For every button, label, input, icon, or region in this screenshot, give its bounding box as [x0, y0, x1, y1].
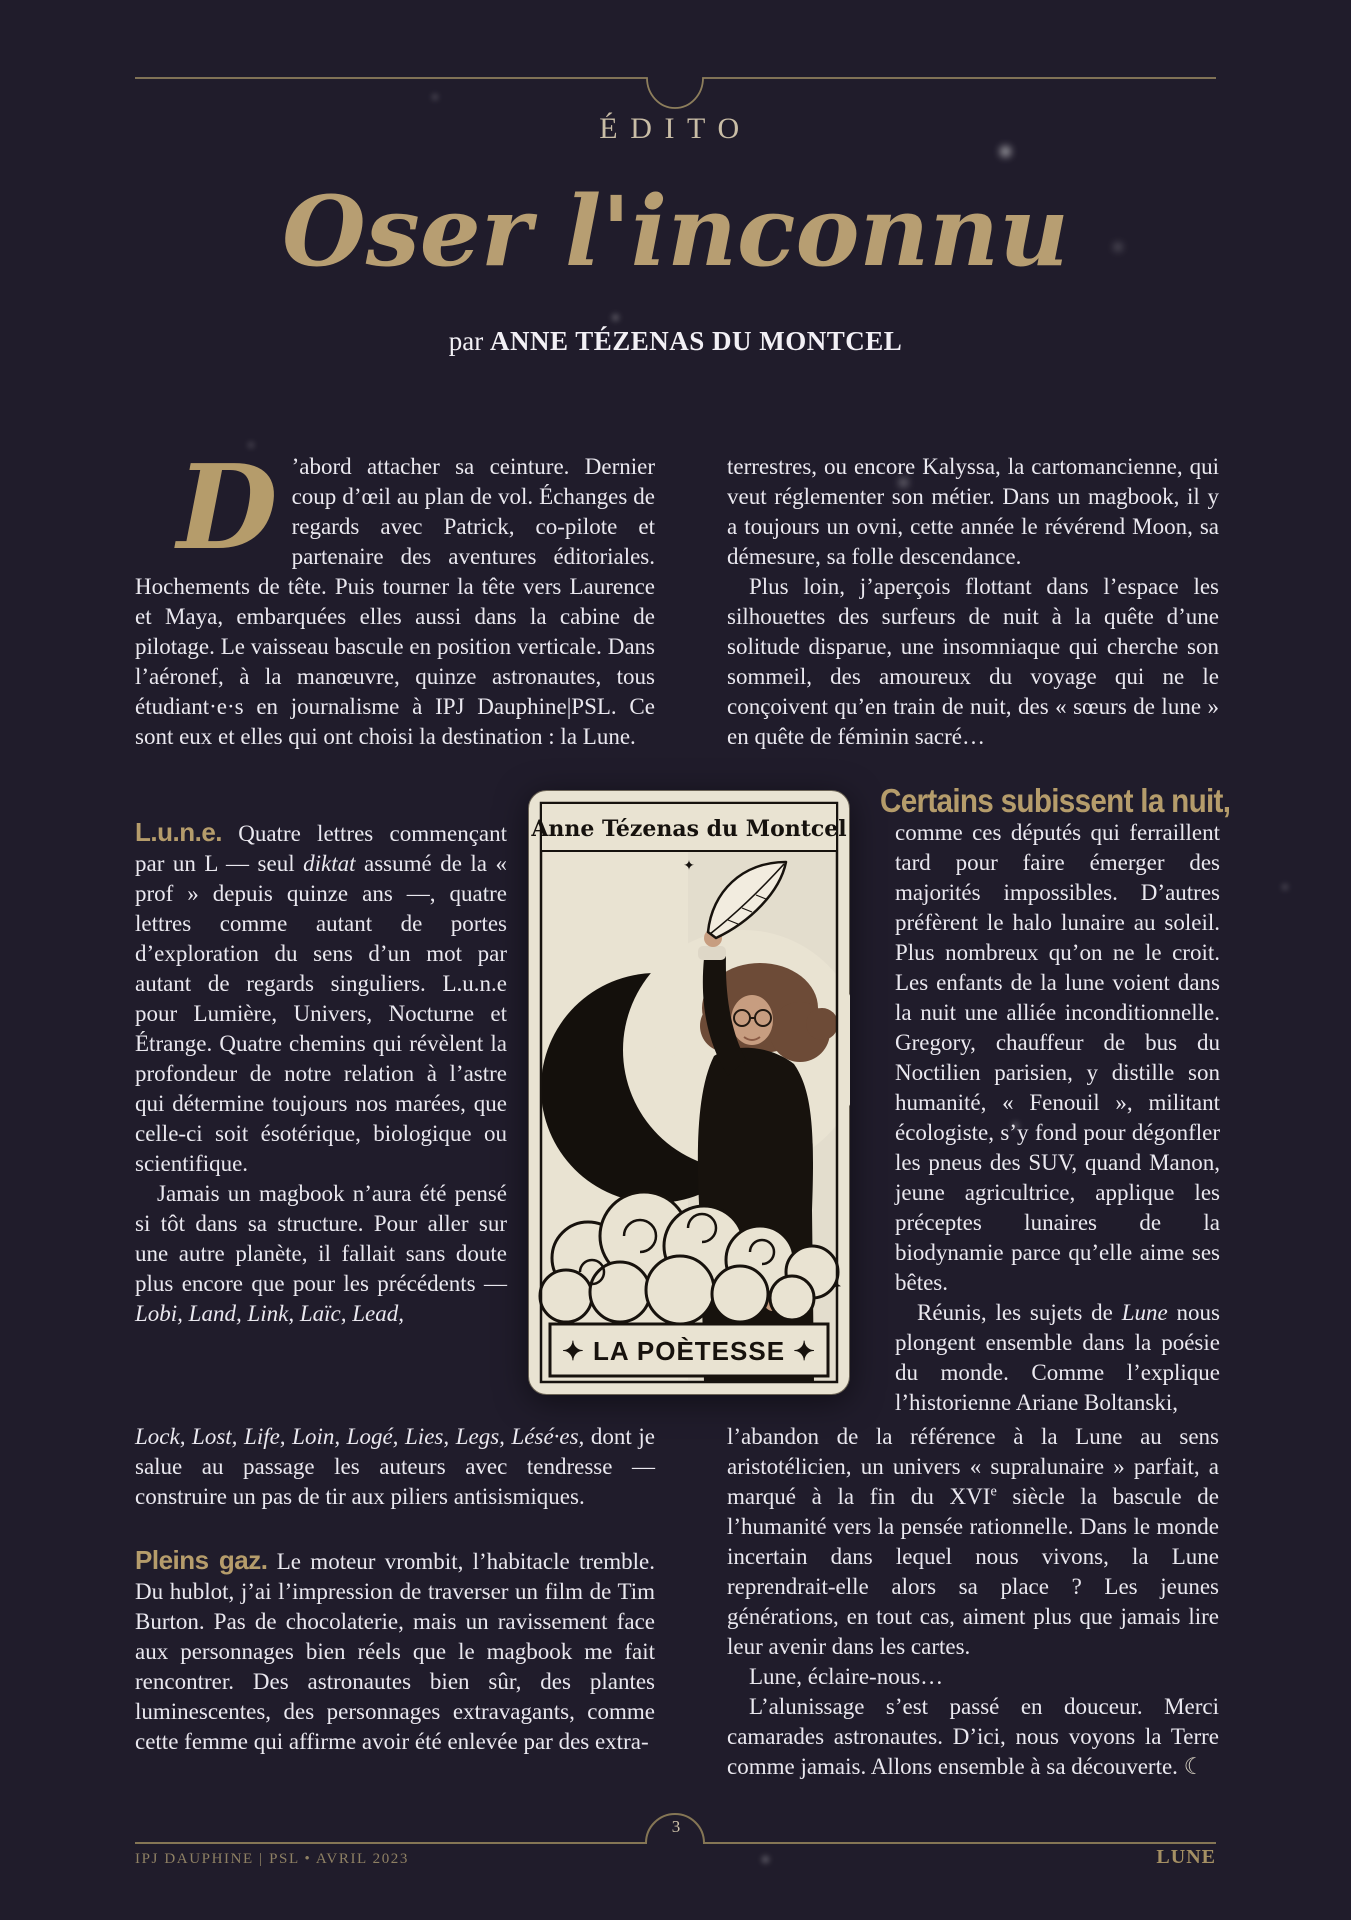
- left-opening-paragraph: [135, 440, 655, 752]
- byline: [0, 326, 1351, 357]
- tarot-card-illustration: [528, 790, 850, 1395]
- lune-paragraph: [135, 817, 507, 1179]
- night-heading: Certains subissent la nuit,: [880, 782, 1231, 819]
- right-wide-continuation: [727, 1422, 1219, 1782]
- article-title: Oser l'inconnu: [282, 175, 1069, 288]
- gaz-lead-in: Pleins gaz.: [135, 1545, 268, 1575]
- header-rule: [135, 64, 1216, 114]
- star-icon: [612, 314, 619, 321]
- footer-publication: IPJ DAUPHINE | PSL • AVRIL 2023: [135, 1851, 409, 1867]
- sleeve-cuff: [698, 946, 726, 960]
- gaz-text: Le moteur vrombit, l’habitacle tremble. Du hublot, j’ai l’impression de traverser un film de Tim Burton. Pas de chocolaterie, mais un ravissement face aux personnages bien réels que le magbook me fait rencontrer. Des astronautes bien sûr, des plantes luminescentes, des personnages extravagants, comme cette femme qui affirme avoir été enlevée par des extra-: [135, 1549, 655, 1754]
- pleins-gaz-paragraph: [135, 1545, 655, 1757]
- closing-paragraph: L’alunissage s’est passé en douceur. Merci camarades astronautes. D’ici, nous voyons la Terre comme jamais. Allons ensemble à sa découverte. ☾: [727, 1694, 1219, 1779]
- left-wide-continuation: [135, 1422, 655, 1512]
- plus-loin-paragraph: Plus loin, j’aperçois flottant dans l’espace les silhouettes des surfeurs de nuit à la quête d’une solitude disparue, une insomniaque qui cherche son sommeil, des amoureux du voyage qui ne le conçoivent qu’en train de nuit, des « sœurs de lune » en quête de féminin sacré…: [727, 574, 1219, 749]
- right-top-paragraphs: [727, 452, 1219, 752]
- card-author-name: Anne Tézenas du Montcel: [531, 816, 847, 842]
- reunis-paragraph: Réunis, les sujets de Lune nous plongent ensemble dans la poésie du monde. Comme l’explique l’historienne Ariane Boltanski,: [895, 1300, 1221, 1415]
- byline-author: ANNE TÉZENAS DU MONTCEL: [489, 326, 903, 356]
- page-number: 3: [671, 1817, 681, 1836]
- crescent-endmark-icon: ☾: [1183, 1754, 1205, 1779]
- right-narrow-column: [895, 818, 1220, 1418]
- star-icon: [432, 94, 438, 100]
- magbook-paragraph: Jamais un magbook n’aura été pensé si tôt dans sa structure. Pour aller sur une autre planète, il fallait sans doute plus encore que pour les précédents — Lobi, Land, Link, Laïc, Lead,: [135, 1181, 507, 1326]
- lune-eclaire-line: Lune, éclaire-nous…: [749, 1664, 944, 1689]
- dropcap-letter: D: [177, 440, 278, 576]
- card-label: ✦ LA POÈTESSE ✦: [561, 1336, 817, 1366]
- lune-lead-in: L.u.n.e.: [135, 817, 222, 847]
- footer-issue-title: LUNE: [1156, 1846, 1216, 1868]
- star-icon: [1282, 884, 1288, 890]
- star-icon: [1000, 146, 1011, 157]
- star-icon: [762, 1856, 769, 1863]
- tarot-card: [528, 790, 850, 1395]
- section-kicker: ÉDITO: [599, 112, 752, 145]
- left-narrow-column: [135, 817, 507, 1329]
- byline-prefix: par: [448, 326, 490, 356]
- deputes-paragraph: comme ces députés qui ferraillent tard pour faire émerger des majorités impossibles. D’autres préfèrent le halo lunaire au soleil. Plus nombreux qu’on ne le croit. Les enfants de la lune voient dans la nuit une alliée inconditionnelle. Gregory, chauffeur de bus du Noctilien parisien, y distille son humanité, « Fenouil », militant écologiste, s’y fond pour dégonfler les pneus des SUV, quand Manon, jeune agricultrice, applique les préceptes lunaires de la biodynamie parce qu’elle aime ses bêtes.: [895, 820, 1220, 1295]
- opening-text: ’abord attacher sa ceinture. Dernier coup d’œil au plan de vol. Échanges de regards avec Patrick, co-pilote et partenaire des aventures éditoriales. Hochements de tête. Puis tourner la tête vers Laurence et Maya, embarquées elles aussi dans la cabine de pilotage. Le vaisseau bascule en position verticale. Dans l’aéronef, à la manœuvre, quinze astronautes, tous étudiant·e·s en journalisme à IPJ Dauphine|PSL. Ce sont eux et elles qui ont choisi la destination : la Lune.: [135, 454, 655, 749]
- terrestres-paragraph: terrestres, ou encore Kalyssa, la cartomancienne, qui veut réglementer son métier. Dans un magbook, il y a toujours un ovni, cette année le révérend Moon, sa démesure, sa folle descendance.: [727, 454, 1219, 569]
- magbook-continuation: Lock, Lost, Life, Loin, Logé, Lies, Legs, Lésé·es, dont je salue au passage les auteurs avec tendresse — construire un pas de tir aux piliers antisismiques.: [135, 1424, 655, 1509]
- four-point-star-icon: ✦: [683, 859, 695, 874]
- lune-text: Quatre lettres commençant par un L — seul diktat assumé de la « prof » depuis quinze ans —, quatre lettres comme autant de portes d’exploration du sens d’un mot par autant de regards singuliers. L.u.n.e pour Lumière, Univers, Nocturne et Étrange. Quatre chemins qui révèlent la profondeur de notre relation à l’astre qui détermine toujours nos marées, que celle-ci soit ésotérique, biologique ou scientifique.: [135, 821, 508, 1176]
- abandon-paragraph: l’abandon de la référence à la Lune au sens aristotélicien, un univers « supralunaire » parfait, a marqué à la fin du XVIe siècle la bascule de l’humanité vers la pensée rationnelle. Dans le monde incertain dans lequel nous vivons, la Lune reprendrait-elle alors sa place ? Les jeunes générations, en tout cas, aiment plus que jamais lire leur avenir dans les cartes.: [727, 1424, 1220, 1659]
- face: [731, 995, 773, 1045]
